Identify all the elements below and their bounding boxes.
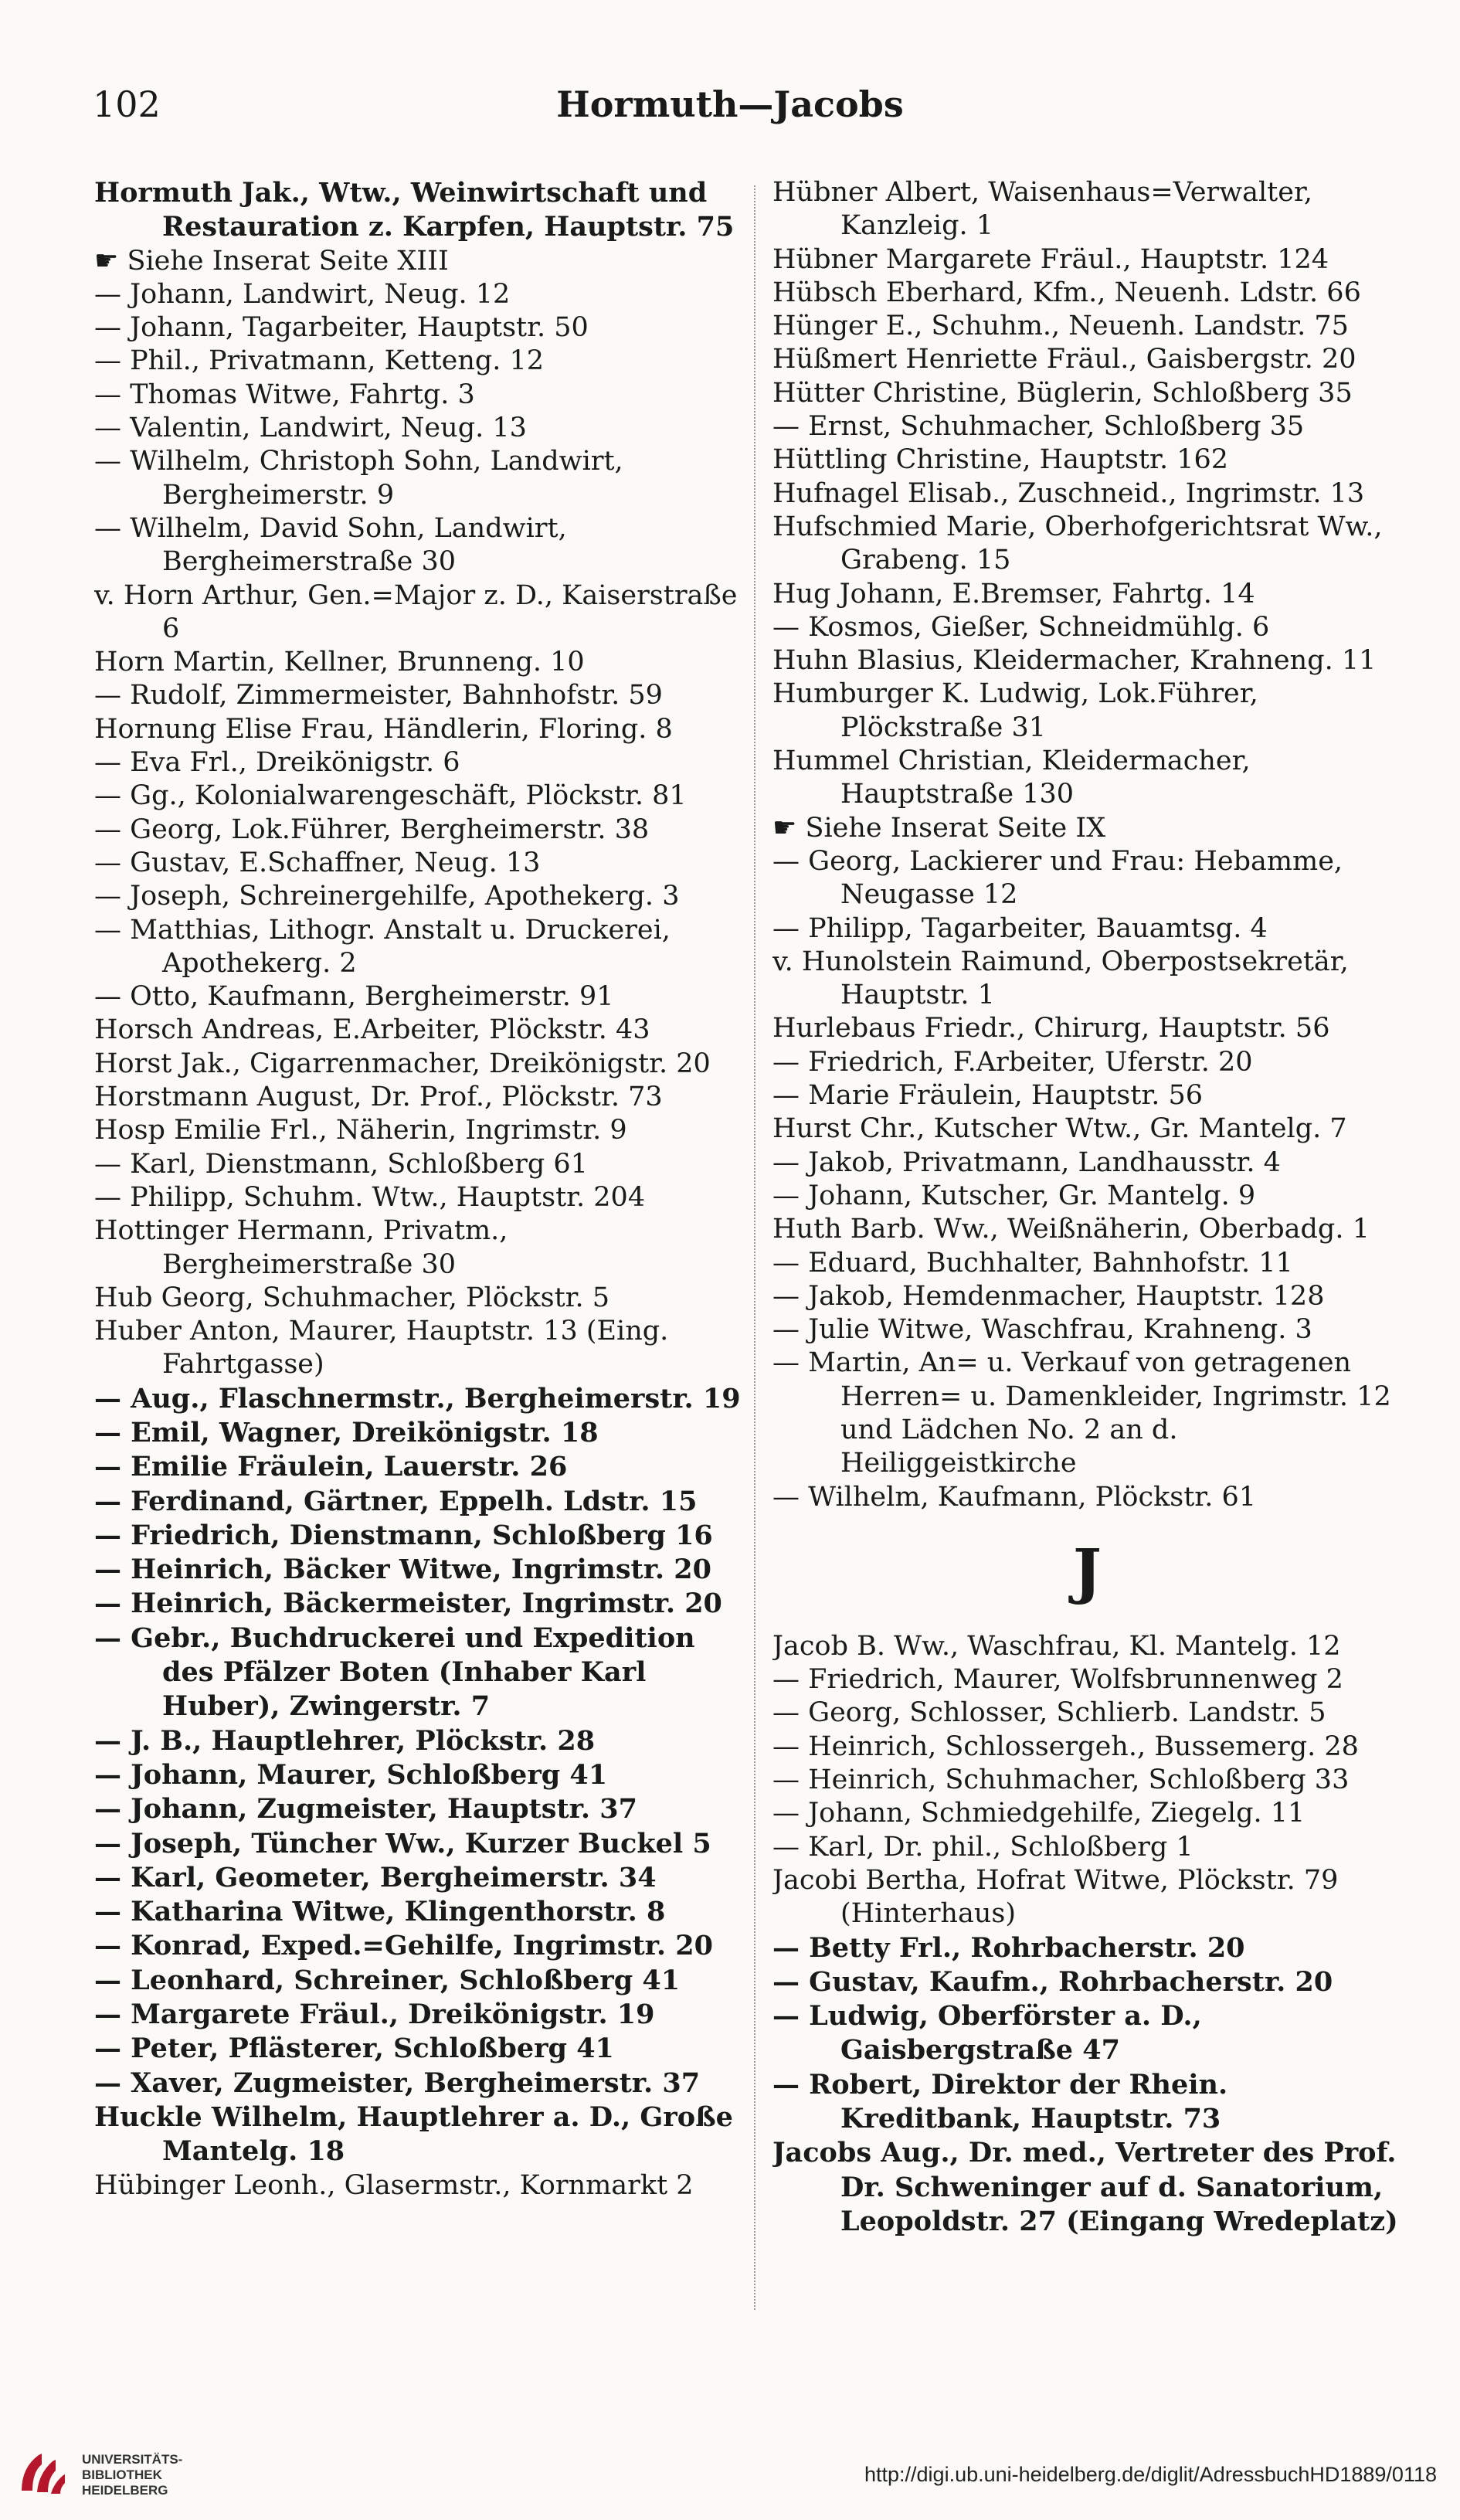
- directory-entry: Horn Martin, Kellner, Brunneng. 10: [94, 647, 585, 678]
- directory-entry: Hünger E., Schuhm., Neuenh. Landstr. 75: [772, 311, 1349, 342]
- directory-entry: — Emil, Wagner, Dreikönigstr. 18: [94, 1416, 599, 1448]
- directory-entry: Hübsch Eberhard, Kfm., Neuenh. Ldstr. 66: [772, 277, 1361, 308]
- directory-entry: Hornung Elise Frau, Händlerin, Floring. 8: [94, 713, 673, 745]
- directory-entry: — Katharina Witwe, Klingenthorstr. 8: [94, 1896, 666, 1928]
- directory-entry: Horst Jak., Cigarrenmacher, Dreikönigstr. 20: [94, 1048, 711, 1079]
- directory-entry: v. Horn Arthur, Gen.=Major z. D., Kaiserstraße 6: [94, 579, 738, 644]
- directory-entry: — Valentin, Landwirt, Neug. 13: [94, 413, 527, 444]
- directory-entry: — Betty Frl., Rohrbacherstr. 20: [772, 1931, 1245, 1964]
- directory-entry: Hütter Christine, Büglerin, Schloßberg 35: [772, 377, 1353, 409]
- directory-entry: — Jakob, Hemdenmacher, Hauptstr. 128: [772, 1280, 1325, 1312]
- directory-entry: — Marie Fräulein, Hauptstr. 56: [772, 1080, 1204, 1112]
- footer: [0, 2433, 1460, 2520]
- directory-entry: Huth Barb. Ww., Weißnäherin, Oberbadg. 1: [772, 1214, 1370, 1245]
- directory-entry: — Philipp, Tagarbeiter, Bauamtsg. 4: [772, 912, 1268, 944]
- left-column: [94, 176, 751, 2202]
- directory-entry: — Robert, Direktor der Rhein. Kreditbank, Hauptstr. 73: [772, 2068, 1228, 2135]
- directory-entry: — Johann, Zugmeister, Hauptstr. 37: [94, 1793, 637, 1825]
- directory-entry: Hüttling Christine, Hauptstr. 162: [772, 444, 1228, 476]
- directory-entry: — Georg, Schlosser, Schlierb. Landstr. 5: [772, 1697, 1326, 1729]
- directory-entry: — Gustav, E.Schaffner, Neug. 13: [94, 847, 541, 878]
- directory-entry: — Konrad, Exped.=Gehilfe, Ingrimstr. 20: [94, 1930, 713, 1962]
- directory-entry: — Karl, Dr. phil., Schloßberg 1: [772, 1831, 1193, 1863]
- directory-entry: — Johann, Kutscher, Gr. Mantelg. 9: [772, 1180, 1256, 1211]
- right-column-bottom: [772, 1630, 1402, 2239]
- directory-entry: — Emilie Fräulein, Lauerstr. 26: [94, 1451, 568, 1483]
- directory-entry: Hufschmied Marie, Oberhofgerichtsrat Ww., Grabeng. 15: [772, 511, 1383, 576]
- directory-entry: — Wilhelm, David Sohn, Landwirt, Bergheimerstraße 30: [94, 512, 567, 578]
- directory-entry: — Heinrich, Schuhmacher, Schloßberg 33: [772, 1764, 1350, 1796]
- running-head: Hormuth—Jacobs: [556, 83, 904, 125]
- directory-entry: — Johann, Schmiedgehilfe, Ziegelg. 11: [772, 1798, 1306, 1829]
- right-column-top: [772, 176, 1402, 1514]
- directory-entry: — Karl, Dienstmann, Schloßberg 61: [94, 1148, 588, 1180]
- directory-entry: Huhn Blasius, Kleidermacher, Krahneng. 11: [772, 645, 1377, 677]
- directory-entry: Huckle Wilhelm, Hauptlehrer a. D., Große Mantelg. 18: [94, 2101, 733, 2168]
- directory-entry: — Friedrich, F.Arbeiter, Uferstr. 20: [772, 1046, 1253, 1078]
- directory-entry: — Johann, Landwirt, Neug. 12: [94, 278, 511, 310]
- directory-entry: — Johann, Tagarbeiter, Hauptstr. 50: [94, 312, 589, 344]
- directory-entry: — Aug., Flaschnermstr., Bergheimerstr. 19: [94, 1382, 741, 1415]
- directory-entry: — Thomas Witwe, Fahrtg. 3: [94, 379, 475, 410]
- directory-entry: — Georg, Lok.Führer, Bergheimerstr. 38: [94, 813, 650, 845]
- directory-entry: — Jakob, Privatmann, Landhausstr. 4: [772, 1146, 1281, 1178]
- column-divider: [754, 185, 755, 2310]
- page-header: [93, 83, 1367, 138]
- directory-entry: — Xaver, Zugmeister, Bergheimerstr. 37: [94, 2067, 701, 2099]
- directory-entry: — Heinrich, Bäckermeister, Ingrimstr. 20: [94, 1588, 722, 1620]
- directory-entry: — Heinrich, Schlossergeh., Bussemerg. 28: [772, 1730, 1359, 1762]
- directory-entry: — Wilhelm, Christoph Sohn, Landwirt, Bergheimerstr. 9: [94, 446, 623, 511]
- directory-entry: — Joseph, Schreinergehilfe, Apothekerg. 3: [94, 881, 680, 912]
- directory-entry: — Kosmos, Gießer, Schneidmühlg. 6: [772, 611, 1270, 643]
- directory-entry: v. Hunolstein Raimund, Oberpostsekretär, Hauptstr. 1: [772, 946, 1349, 1011]
- directory-entry: — Wilhelm, Kaufmann, Plöckstr. 61: [772, 1481, 1256, 1513]
- source-url[interactable]: http://digi.ub.uni-heidelberg.de/diglit/AdressbuchHD1889/0118: [864, 2463, 1437, 2486]
- directory-entry: — Phil., Privatmann, Ketteng. 12: [94, 345, 545, 377]
- directory-entry: Hübner Margarete Fräul., Hauptstr. 124: [772, 243, 1329, 275]
- directory-entry: — Ludwig, Oberförster a. D., Gaisbergstraße 47: [772, 2000, 1202, 2067]
- directory-entry: Hottinger Hermann, Privatm., Bergheimerstraße 30: [94, 1215, 508, 1280]
- directory-entry: — Philipp, Schuhm. Wtw., Hauptstr. 204: [94, 1181, 646, 1213]
- directory-entry: Jacobs Aug., Dr. med., Vertreter des Prof. Dr. Schweninger auf d. Sanatorium, Leopoldstr. 27 (Eingang Wredeplatz): [772, 2137, 1398, 2237]
- directory-entry: — Leonhard, Schreiner, Schloßberg 41: [94, 1964, 681, 1996]
- directory-entry: — Johann, Maurer, Schloßberg 41: [94, 1758, 608, 1791]
- directory-entry: Hurst Chr., Kutscher Wtw., Gr. Mantelg. 7: [772, 1113, 1347, 1145]
- directory-entry: Horstmann August, Dr. Prof., Plöckstr. 73: [94, 1082, 663, 1113]
- directory-entry: — Otto, Kaufmann, Bergheimerstr. 91: [94, 981, 614, 1013]
- directory-entry: — Eva Frl., Dreikönigstr. 6: [94, 747, 460, 779]
- directory-entry: ☛ Siehe Inserat Seite XIII: [94, 245, 449, 277]
- directory-entry: Jacobi Bertha, Hofrat Witwe, Plöckstr. 79 (Hinterhaus): [772, 1864, 1339, 1930]
- right-column: [772, 176, 1402, 2239]
- directory-entry: Hummel Christian, Kleidermacher, Hauptstraße 130: [772, 745, 1251, 810]
- directory-entry: — J. B., Hauptlehrer, Plöckstr. 28: [94, 1724, 596, 1757]
- directory-entry: — Matthias, Lithogr. Anstalt u. Druckerei, Apothekerg. 2: [94, 914, 671, 979]
- page-number: 102: [93, 83, 161, 125]
- directory-entry: — Gustav, Kaufm., Rohrbacherstr. 20: [772, 1965, 1333, 1998]
- directory-entry: — Gg., Kolonialwarengeschäft, Plöckstr. 81: [94, 780, 687, 812]
- directory-entry: — Joseph, Tüncher Ww., Kurzer Buckel 5: [94, 1827, 711, 1859]
- directory-entry: — Eduard, Buchhalter, Bahnhofstr. 11: [772, 1247, 1293, 1279]
- directory-entry: Hübner Albert, Waisenhaus=Verwalter, Kanzleig. 1: [772, 177, 1312, 242]
- directory-entry: — Friedrich, Dienstmann, Schloßberg 16: [94, 1519, 713, 1551]
- directory-entry: — Julie Witwe, Waschfrau, Krahneng. 3: [772, 1314, 1312, 1346]
- section-letter: J: [1073, 1536, 1102, 1607]
- university-library-logo: [11, 2444, 73, 2506]
- directory-entry: Huber Anton, Maurer, Hauptstr. 13 (Eing. Fahrtgasse): [94, 1316, 669, 1381]
- directory-entry: ☛ Siehe Inserat Seite IX: [772, 812, 1106, 844]
- directory-entry: Hufnagel Elisab., Zuschneid., Ingrimstr. 13: [772, 477, 1365, 509]
- directory-entry: — Martin, An= u. Verkauf von getragenen Herren= u. Damenkleider, Ingrimstr. 12 und Lädchen No. 2 an d. Heiliggeistkirche: [772, 1347, 1391, 1479]
- library-name: UNIVERSITÄTS- BIBLIOTHEK HEIDELBERG: [82, 2452, 183, 2498]
- directory-entry: Hübinger Leonh., Glasermstr., Kornmarkt 2: [94, 2169, 694, 2201]
- directory-entry: — Rudolf, Zimmermeister, Bahnhofstr. 59: [94, 680, 663, 712]
- directory-entry: Hüßmert Henriette Fräul., Gaisbergstr. 20: [772, 344, 1356, 375]
- directory-entry: — Karl, Geometer, Bergheimerstr. 34: [94, 1861, 657, 1893]
- directory-entry: Hosp Emilie Frl., Näherin, Ingrimstr. 9: [94, 1115, 627, 1146]
- directory-entry: — Peter, Pflästerer, Schloßberg 41: [94, 2033, 614, 2065]
- directory-entry: Humburger K. Ludwig, Lok.Führer, Plöckstraße 31: [772, 678, 1258, 743]
- directory-entry: Hurlebaus Friedr., Chirurg, Hauptstr. 56: [772, 1013, 1330, 1044]
- directory-entry: Horsch Andreas, E.Arbeiter, Plöckstr. 43: [94, 1014, 650, 1046]
- directory-entry: — Heinrich, Bäcker Witwe, Ingrimstr. 20: [94, 1554, 712, 1586]
- directory-entry: Hug Johann, E.Bremser, Fahrtg. 14: [772, 578, 1255, 610]
- directory-entry: Hormuth Jak., Wtw., Weinwirtschaft und Restauration z. Karpfen, Hauptstr. 75: [94, 177, 735, 243]
- directory-entry: — Ferdinand, Gärtner, Eppelh. Ldstr. 15: [94, 1485, 698, 1517]
- directory-entry: — Ernst, Schuhmacher, Schloßberg 35: [772, 411, 1305, 443]
- directory-entry: — Gebr., Buchdruckerei und Expedition des Pfälzer Boten (Inhaber Karl Huber), Zwingerstr. 7: [94, 1622, 695, 1723]
- directory-entry: Jacob B. Ww., Waschfrau, Kl. Mantelg. 12: [772, 1630, 1341, 1662]
- directory-entry: — Friedrich, Maurer, Wolfsbrunnenweg 2: [772, 1664, 1343, 1696]
- directory-entry: — Margarete Fräul., Dreikönigstr. 19: [94, 1999, 655, 2031]
- directory-entry: Hub Georg, Schuhmacher, Plöckstr. 5: [94, 1282, 610, 1313]
- directory-entry: — Georg, Lackierer und Frau: Hebamme, Neugasse 12: [772, 845, 1343, 911]
